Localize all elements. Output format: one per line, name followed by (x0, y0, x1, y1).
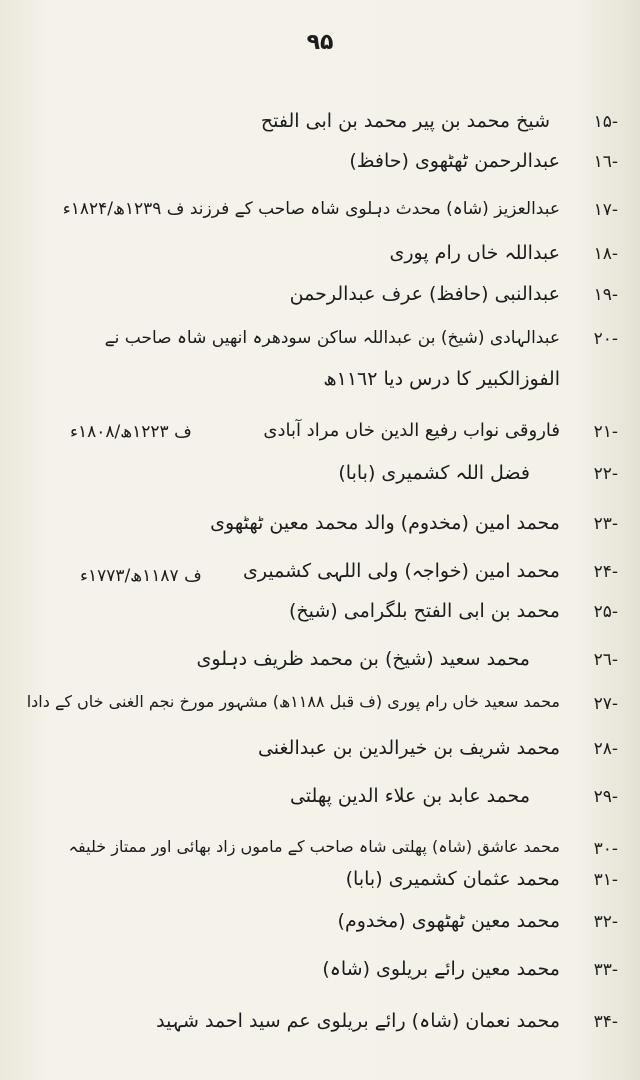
list-item (0, 242, 640, 272)
entry-text: شیخ محمد بن پیر محمد بن ابی الفتح (260, 110, 550, 132)
entry-number: ١٧- (593, 200, 618, 220)
entry-text: محمد معین ٹھٹھوی (مخدوم) (337, 910, 560, 932)
entry-number: ٢٢- (593, 464, 618, 484)
entry-text: عبداللہ خاں رام پوری (389, 242, 560, 264)
list-item (0, 958, 640, 988)
entry-text: عبدالرحمن ٹھٹھوی (حافظ) (349, 150, 560, 172)
entry-continuation: الفوزالکبیر کا درس دیا ١١٦٢ھ (323, 368, 560, 390)
entry-number: ٢٦- (593, 650, 618, 670)
entry-text: محمد عابد بن علاء الدین پھلتی (289, 785, 530, 807)
entry-number: ٢۴- (593, 562, 618, 582)
death-date: ف ١٢٢٣ھ/١٨٠٨ء (70, 422, 192, 442)
entry-text: عبدالعزیز (شاہ) محدث دہلوی شاہ صاحب کے فرزند ف ١٢٣٩ھ/١٨٢۴ء (62, 199, 560, 219)
entry-number: ٢٨- (593, 739, 618, 759)
entry-text: عبدالہادی (شیخ) بن عبداللہ ساکن سودھرہ انھیں شاہ صاحب نے (104, 328, 560, 348)
entry-number: ٢٣- (593, 514, 618, 534)
entry-text: محمد امین (خواجہ) ولی اللہی کشمیری (243, 560, 560, 582)
entry-number: ٣۴- (593, 1012, 618, 1032)
list-item (0, 1010, 640, 1040)
entry-text: محمد سعید (شیخ) بن محمد ظریف دہلوی (196, 648, 530, 670)
entry-number: ١۵- (593, 112, 618, 132)
list-item (0, 283, 640, 313)
entry-text: محمد سعید خاں رام پوری (ف قبل ١١٨٨ھ) مشہور مورخ نجم الغنی خاں کے دادا (26, 692, 560, 711)
list-item (0, 512, 640, 542)
list-item (0, 648, 640, 678)
entry-number: ٢٩- (593, 787, 618, 807)
entry-text: محمد امین (مخدوم) والد محمد معین ٹھٹھوی (210, 512, 560, 534)
entry-text: فضل اللہ کشمیری (بابا) (338, 462, 530, 484)
list-item (0, 150, 640, 180)
entry-number: ٣٣- (593, 960, 618, 980)
entry-number: ٢٧- (593, 694, 618, 714)
list-item (0, 600, 640, 630)
list-item (0, 110, 640, 140)
entry-number: ٢١- (593, 422, 618, 442)
list-item (0, 737, 640, 767)
entry-number: ١٦- (593, 152, 618, 172)
entry-text: محمد نعمان (شاہ) رائے بریلوی عم سید احمد شہید (156, 1010, 560, 1032)
entry-number: ٣٢- (593, 912, 618, 932)
entry-number: ٢۵- (593, 602, 618, 622)
list-item (0, 837, 640, 867)
entry-text: محمد عثمان کشمیری (بابا) (345, 868, 560, 890)
list-item (0, 785, 640, 815)
entry-text: محمد عاشق (شاہ) پھلتی شاہ صاحب کے ماموں زاد بھائی اور ممتاز خلیفہ (68, 837, 560, 856)
list-item (0, 692, 640, 722)
list-item (0, 327, 640, 357)
entry-text: عبدالنبی (حافظ) عرف عبدالرحمن (289, 283, 560, 305)
page-number: ٩۵ (306, 30, 334, 55)
death-date: ف ١١٨٧ھ/١٧٧٣ء (80, 566, 202, 586)
entry-number: ٣٠- (593, 839, 618, 859)
list-item (0, 868, 640, 898)
entry-text: محمد شریف بن خیرالدین بن عبدالغنی (257, 737, 560, 759)
list-item (0, 910, 640, 940)
entry-number: ١٩- (593, 285, 618, 305)
entry-number: ٢٠- (593, 329, 618, 349)
entry-text: فاروقی نواب رفیع الدین خاں مراد آبادی (263, 420, 560, 441)
entry-number: ١٨- (593, 244, 618, 264)
list-item (0, 462, 640, 492)
entry-number: ٣١- (593, 870, 618, 890)
entry-text: محمد بن ابی الفتح بلگرامی (شیخ) (288, 600, 560, 622)
list-item (0, 198, 640, 228)
entry-text: محمد معین رائے بریلوی (شاہ) (322, 958, 560, 980)
